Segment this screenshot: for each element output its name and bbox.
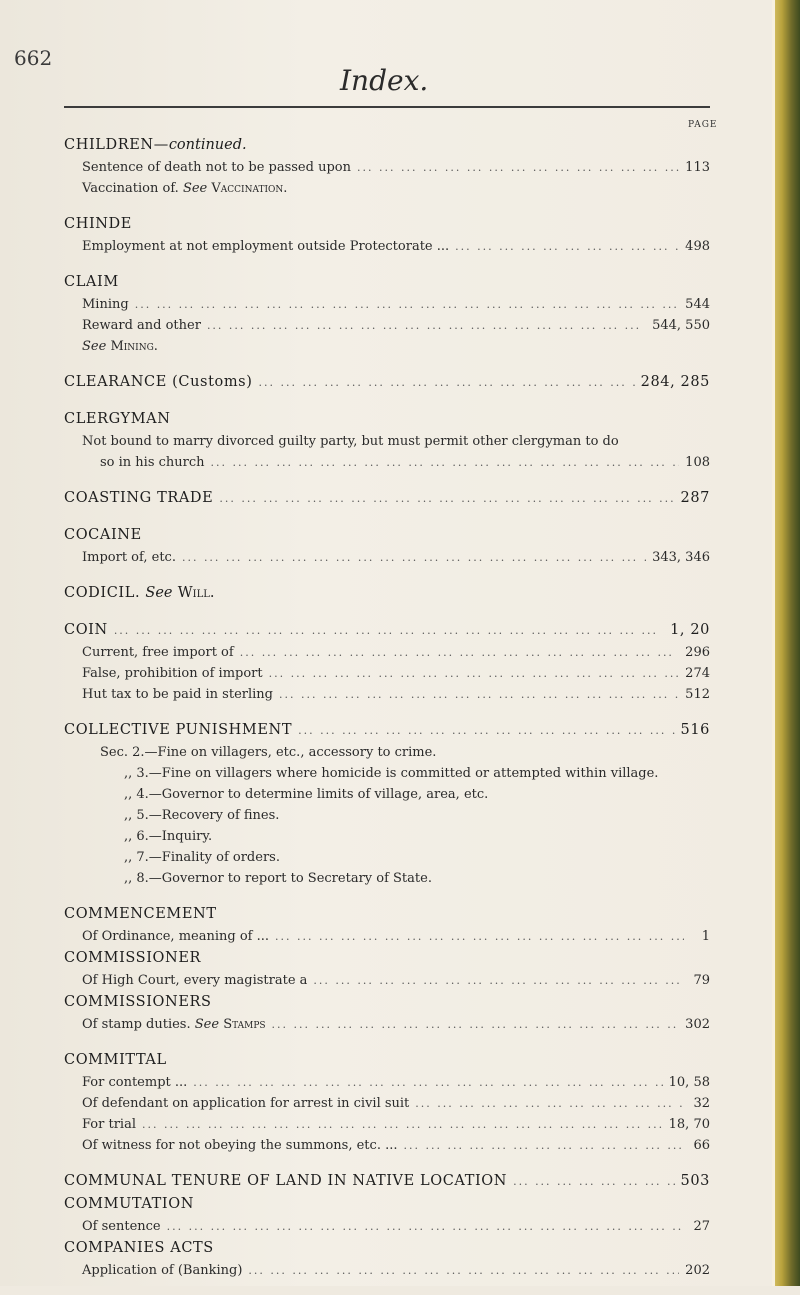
index-subentry [64,236,710,257]
entry-heading: COMMITTAL [64,1052,167,1068]
dot-leader [211,452,680,473]
index-entry-coin [64,619,710,705]
entry-heading-cont: continued. [168,137,247,153]
page-ref: 1 [701,929,710,944]
page-ref: 343, 346 [652,550,710,565]
entry-heading: CLERGYMAN [64,411,171,427]
index-entry-coasting-trade [64,487,710,510]
index-entry-claim [64,271,710,357]
index-entry-committal [64,1049,710,1156]
section-line: ,, 7.—Finality of orders. [124,850,280,865]
index-entry-companies-acts [64,1237,710,1281]
subentry-text: Of Ordinance, meaning of ... [82,929,269,944]
page-ref: 27 [693,1219,710,1234]
entry-heading: COASTING TRADE [64,490,214,506]
index-entry-cocaine [64,524,710,568]
index-subentry [64,1260,710,1281]
dot-leader [403,1135,684,1156]
dot-leader [135,294,679,315]
index-entry-clergyman [64,408,710,473]
dot-leader [269,663,680,684]
index-entry-commencement [64,903,710,947]
page-ref: 274 [685,666,710,681]
page-ref: 202 [685,1263,710,1278]
index-subentry [64,1135,710,1156]
see-ref: Stamps [223,1017,266,1032]
dot-leader [258,371,634,394]
index-subentry [64,336,710,357]
entry-heading: CHINDE [64,216,132,232]
page-ref: 284, 285 [640,374,710,390]
page-ref: 1, 20 [670,622,710,638]
see-ref: Vaccination. [211,181,288,196]
index-entry-codicil [64,582,710,605]
index-entry-chinde [64,213,710,257]
index-subentry [64,684,710,705]
index-subentry [64,642,710,663]
index-subentry [64,178,710,199]
subentry-text: Of witness for not obeying the summons, etc. ... [82,1138,398,1153]
index-entry-collective-punishment [64,719,710,889]
dot-leader [167,1216,684,1237]
page-ref: 544 [685,297,710,312]
subentry-text: False, prohibition of import [82,666,263,681]
index-subentry [64,1014,710,1035]
subentry-text: Of High Court, every magistrate a [82,973,308,988]
entry-heading: CLEARANCE (Customs) [64,374,253,390]
subentry-text: Not bound to marry divorced guilty party, but must permit other clergyman to do [82,434,619,449]
index-subentry [64,547,710,568]
page-ref: 503 [680,1173,710,1189]
entry-heading: CHILDREN— [64,137,169,153]
see-label: See [145,585,173,601]
entry-heading: CLAIM [64,274,119,290]
entry-heading: COMMUTATION [64,1196,195,1212]
index-entry-communal-tenure [64,1170,710,1193]
dot-leader [182,547,646,568]
page-ref: 544, 550 [652,318,710,333]
dot-leader [142,1114,663,1135]
dot-leader [279,684,679,705]
subentry-text: Sentence of death not to be passed upon [82,160,351,175]
header-rule [64,106,710,108]
entry-heading: COCAINE [64,527,142,543]
page-ref: 10, 58 [668,1075,710,1090]
page-ref: 516 [680,722,710,738]
section-line: ,, 5.—Recovery of fines. [124,808,280,823]
index-entry-clearance [64,371,710,394]
subentry-text: Current, free import of [82,645,234,660]
index-subentry [64,157,710,178]
subentry-text: Vaccination of. [82,181,179,196]
page-ref: 302 [685,1017,710,1032]
index-subentry [64,1114,710,1135]
index-subentry [64,315,710,336]
subentry-text: For trial [82,1117,136,1132]
dot-leader [219,487,674,510]
dot-leader [357,157,679,178]
index-subentry [64,663,710,684]
subentry-text: Mining [82,297,129,312]
subentry-text: Of defendant on application for arrest in civil suit [82,1096,410,1111]
entry-heading: COMMUNAL TENURE OF LAND IN NATIVE LOCATION [64,1173,508,1189]
page-number: 662 [14,46,53,70]
index-entry-children [64,134,710,199]
page-ref: 18, 70 [668,1117,710,1132]
page-ref: 32 [693,1096,710,1111]
dot-leader [513,1170,674,1193]
page-ref: 287 [680,490,710,506]
page-ref: 512 [685,687,710,702]
subentry-text: For contempt ... [82,1075,188,1090]
index-list [64,134,710,1295]
dot-leader [248,1260,679,1281]
index-subentry [64,970,710,991]
page-ref: 79 [693,973,710,988]
page-ref: 108 [685,455,710,470]
see-label: See [182,181,208,196]
dot-leader [415,1093,684,1114]
see-ref: Mining. [110,339,158,354]
subentry-text: Hut tax to be paid in sterling [82,687,273,702]
index-subentry [64,1216,710,1237]
entry-heading: COMMISSIONERS [64,994,212,1010]
running-head: Index. [340,64,429,97]
entry-heading: COMPANIES ACTS [64,1240,214,1256]
index-subentry [64,294,710,315]
subentry-text: Employment at not employment outside Protectorate ... [82,239,450,254]
subentry-text: so in his church [100,455,205,470]
index-entry-commissioners [64,991,710,1035]
page-ref: 498 [685,239,710,254]
dot-leader [114,619,664,642]
entry-heading: COIN [64,622,108,638]
subentry-text: Of sentence [82,1219,161,1234]
see-label: See [194,1017,220,1032]
subentry-text: Of stamp duties. [82,1017,191,1032]
dot-leader [275,926,684,947]
index-subentry [64,926,710,947]
subentry-text: Reward and other [82,318,201,333]
dot-leader [298,719,674,742]
page-ref: 66 [693,1138,710,1153]
see-label: See [82,339,107,354]
see-ref: Will. [177,585,215,601]
dot-leader [455,236,679,257]
section-line: ,, 6.—Inquiry. [124,829,213,844]
index-entry-commissioner [64,947,710,991]
index-entry-commutation [64,1193,710,1237]
dot-leader [193,1072,662,1093]
page-ref: 296 [685,645,710,660]
entry-heading: COLLECTIVE PUNISHMENT [64,722,293,738]
index-subentry [64,1093,710,1114]
entry-heading: COMMENCEMENT [64,906,217,922]
page-ref: 113 [685,160,710,175]
dot-leader [313,970,684,991]
section-line: ,, 3.—Fine on villagers where homicide is committed or attempted within village. [124,766,659,781]
section-line: Sec. 2.—Fine on villagers, etc., accessory to crime. [100,745,437,760]
dot-leader [240,642,679,663]
book-edge [772,0,800,1286]
index-subentry [64,431,710,452]
section-line: ,, 4.—Governor to determine limits of village, area, etc. [124,787,489,802]
index-subentry-continuation [64,452,710,473]
dot-leader [272,1014,680,1035]
subentry-text: Import of, etc. [82,550,176,565]
section-line: ,, 8.—Governor to report to Secretary of State. [124,871,432,886]
index-subentry [64,1072,710,1093]
subentry-text: Application of (Banking) [82,1263,243,1278]
entry-heading: COMMISSIONER [64,950,202,966]
entry-heading: CODICIL. [64,585,141,601]
dot-leader [207,315,646,336]
page-column-label: PAGE [688,120,718,130]
